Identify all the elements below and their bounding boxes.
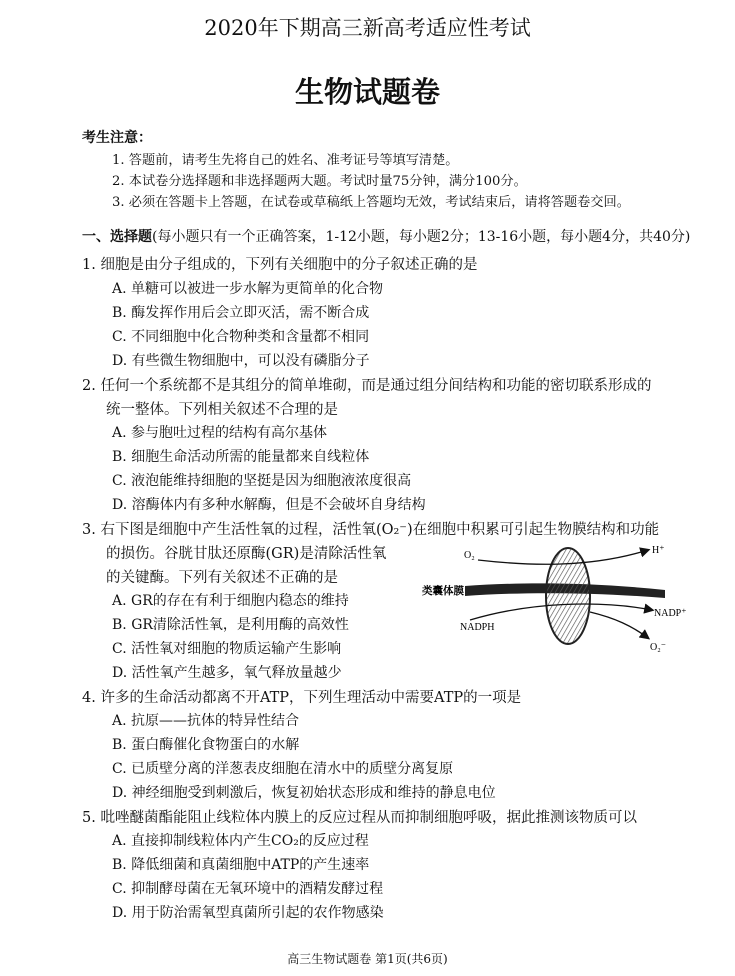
question-3-stem: 3. 右下图是细胞中产生活性氧的过程，活性氧(O₂⁻)在细胞中积累可引起生物膜结构和功能 [82, 522, 660, 538]
question-1-option-c: C. 不同细胞中化合物种类和含量都不相同 [112, 329, 370, 345]
question-4-option-a: A. 抗原——抗体的特异性结合 [112, 713, 300, 729]
question-1-option-d: D. 有些微生物细胞中，可以没有磷脂分子 [112, 353, 370, 369]
question-2-stem-cont: 统一整体。下列相关叙述不合理的是 [106, 402, 338, 418]
question-5-option-a: A. 直接抑制线粒体内产生CO₂的反应过程 [112, 833, 369, 849]
question-4-option-b: B. 蛋白酶催化食物蛋白的水解 [112, 737, 300, 753]
question-1-stem: 1. 细胞是由分子组成的，下列有关细胞中的分子叙述正确的是 [82, 257, 478, 273]
page-footer: 高三生物试题卷 第1页(共6页) [287, 952, 448, 966]
question-2-option-d: D. 溶酶体内有多种水解酶，但是不会破坏自身结构 [112, 497, 426, 513]
subject-title: 生物试题卷 [294, 75, 440, 109]
question-4-option-c: C. 已质壁分离的洋葱表皮细胞在清水中的质壁分离复原 [112, 761, 454, 777]
thylakoid-membrane-figure [420, 538, 700, 656]
question-3-stem-cont-1: 的损伤。谷胱甘肽还原酶(GR)是清除活性氧 [106, 546, 387, 562]
section-label: 一、选择题 [82, 229, 152, 245]
question-1-option-b: B. 酶发挥作用后会立即灭活，需不断合成 [112, 305, 370, 321]
notice-heading: 考生注意： [82, 130, 152, 146]
question-4-stem: 4. 许多的生命活动都离不开ATP，下列生理活动中需要ATP的一项是 [82, 690, 522, 706]
label-nadph: NADPH [460, 622, 495, 633]
exam-title: 2020年下期高三新高考适应性考试 [204, 16, 531, 40]
notice-item-1: 1. 答题前，请考生先将自己的姓名、准考证号等填写清楚。 [112, 153, 459, 168]
question-2-option-c: C. 液泡能维持细胞的坚挺是因为细胞液浓度很高 [112, 473, 412, 489]
question-3-option-c: C. 活性氧对细胞的物质运输产生影响 [112, 641, 342, 657]
question-5-option-b: B. 降低细菌和真菌细胞中ATP的产生速率 [112, 857, 370, 873]
question-3-stem-cont-2: 的关键酶。下列有关叙述不正确的是 [106, 570, 338, 586]
section-heading [82, 226, 690, 246]
question-1-option-a: A. 单糖可以被进一步水解为更简单的化合物 [112, 281, 384, 297]
question-2-stem: 2. 任何一个系统都不是其组分的简单堆砌，而是通过组分间结构和功能的密切联系形成的 [82, 378, 652, 394]
question-2-option-b: B. 细胞生命活动所需的能量都来自线粒体 [112, 449, 370, 465]
question-3-option-b: B. GR清除活性氧，是利用酶的高效性 [112, 617, 349, 633]
question-5-option-d: D. 用于防治需氧型真菌所引起的农作物感染 [112, 905, 384, 921]
question-3-option-d: D. 活性氧产生越多，氧气释放量越少 [112, 665, 342, 681]
label-h-plus: H⁺ [652, 545, 665, 556]
question-3-option-a: A. GR的存在有利于细胞内稳态的维持 [112, 593, 349, 609]
label-nadp-plus: NADP⁺ [654, 608, 687, 619]
section-note: (每小题只有一个正确答案，1-12小题，每小题2分；13-16小题，每小题4分，共40分) [152, 229, 691, 245]
label-thylakoid-membrane: 类囊体膜 [422, 586, 464, 597]
question-5-option-c: C. 抑制酵母菌在无氧环境中的酒精发酵过程 [112, 881, 384, 897]
question-2-option-a: A. 参与胞吐过程的结构有高尔基体 [112, 425, 328, 441]
label-o2-minus: O₂⁻ [650, 642, 666, 653]
notice-item-2: 2. 本试卷分选择题和非选择题两大题。考试时量75分钟，满分100分。 [112, 174, 527, 189]
to-o2-minus-arrow [590, 612, 648, 638]
notice-item-3: 3. 必须在答题卡上答题，在试卷或草稿纸上答题均无效，考试结束后，请将答题卷交回。 [112, 195, 630, 210]
question-5-stem: 5. 吡唑醚菌酯能阻止线粒体内膜上的反应过程从而抑制细胞呼吸，据此推测该物质可以 [82, 810, 637, 826]
question-4-option-d: D. 神经细胞受到刺激后，恢复初始状态形成和维持的静息电位 [112, 785, 496, 801]
label-o2: O₂ [464, 550, 475, 561]
